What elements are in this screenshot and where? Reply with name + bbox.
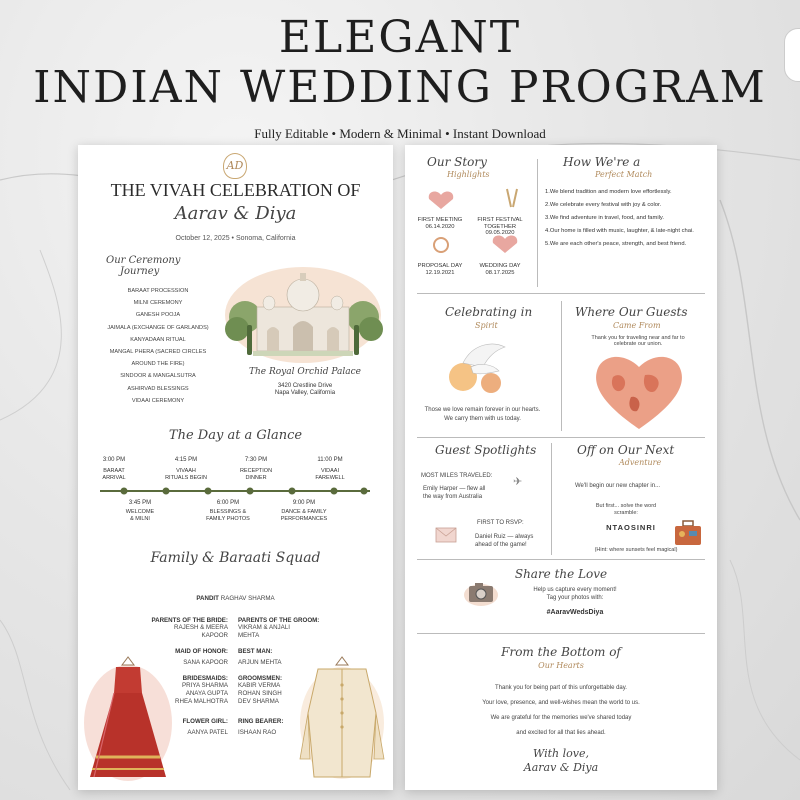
corner-badge [784, 28, 800, 82]
signoff-line-2: Aarav & Diya [523, 761, 599, 774]
monogram: AD [223, 153, 247, 179]
timeline-event-label-2: FAREWELL [315, 475, 345, 481]
ceremony-heading-line-1: Our Ceremony [106, 255, 181, 266]
story-item-title: FIRST MEETING [417, 217, 463, 223]
divider [417, 437, 705, 438]
pandit-name: RAGHAV SHARMA [220, 595, 275, 602]
story-item-date: 06.14.2020 [425, 223, 455, 230]
story-item-title: PROPOSAL DAY [417, 263, 463, 269]
bottom-heading: From the Bottom of [501, 645, 621, 659]
scramble-hint-line-2: scramble: [614, 509, 638, 516]
date-location: October 12, 2025 • Sonoma, California [175, 235, 296, 242]
spirit-text [405, 407, 560, 422]
adventure-text: We'll begin our new chapter in... [575, 483, 661, 489]
thank-you-line: Your love, presence, and well-wishes mean the world to us. [482, 700, 640, 706]
share-text [495, 586, 655, 602]
thank-you-line: We are grateful for the memories we've shared today [490, 715, 632, 721]
match-item: 4.Our home is filled with music, laughter, & late-night chai. [545, 228, 694, 234]
story-wedding-day [471, 263, 529, 276]
bride-parents-line-2: KAPOOR [201, 632, 228, 639]
flowergirl-name: AANYA PATEL [187, 729, 228, 736]
bestman-name: ARJUN MEHTA [238, 659, 282, 666]
divider [417, 633, 705, 634]
rsvp-text-line-2: ahead of the game! [475, 542, 527, 548]
guests-subheading: Came From [613, 321, 661, 330]
spirit-heading: Celebrating in [445, 305, 533, 319]
groomsman-name: DEV SHARMA [238, 698, 279, 705]
adventure-subheading: Adventure [619, 458, 662, 467]
bridesmaid-name: ANAYA GUPTA [185, 690, 228, 697]
timeline-event-label-2: PERFORMANCES [280, 516, 328, 522]
guests-text [563, 335, 713, 347]
maid-label: MAID OF HONOR: [175, 648, 228, 655]
share-text-line-2: Tag your photos with: [546, 595, 604, 601]
timeline-event-label-2: FAMILY PHOTOS [206, 516, 250, 522]
story-item-title: WEDDING DAY [479, 263, 521, 269]
celebration-title: THE VIVAH CELEBRATION OF [110, 180, 361, 200]
miles-text-line-1: Emily Harper — flew all [423, 486, 486, 492]
story-item-date: 08.17.2025 [485, 269, 515, 276]
timeline-event-label: RECEPTION [239, 468, 273, 474]
thank-you-line: and excited for all that lies ahead. [516, 730, 606, 736]
groom-parents-line-1: VIKRAM & ANJALI [238, 624, 290, 631]
ceremony-item: GANESH POOJA [135, 312, 181, 319]
bridesmaid-name: RHEA MALHOTRA [175, 698, 228, 705]
ringbearer-label: RING BEARER: [238, 718, 284, 725]
timeline-event-time: 6:00 PM [216, 500, 240, 506]
divider [417, 559, 705, 560]
venue-address-line-1: 3420 Crestline Drive [277, 383, 333, 389]
envelope-icon [435, 527, 457, 543]
ceremony-item: ASHIRVAD BLESSINGS [127, 385, 189, 392]
spirit-text-line-2: We carry them with us today. [444, 416, 521, 422]
lehenga-illustration [82, 653, 174, 783]
suitcase-icon [673, 519, 703, 547]
timeline-event-label-2: DINNER [245, 475, 267, 481]
story-subheading: Highlights [447, 170, 490, 179]
groom-parents-line-2: MEHTA [238, 632, 260, 639]
ceremony-item: VIDAAI CEREMONY [131, 397, 185, 404]
program-left-panel [78, 145, 393, 790]
bestman-label: BEST MAN: [238, 648, 273, 655]
match-item: 2.We celebrate every festival with joy & color. [545, 202, 662, 208]
timeline-event-label: DANCE & FAMILY [281, 509, 327, 515]
couple-names: Aarav & Diya [174, 203, 297, 224]
groom-parents-label: PARENTS OF THE GROOM: [238, 617, 320, 624]
thank-you-text [405, 685, 717, 736]
venue-address-line-2: Napa Valley, California [274, 390, 336, 396]
divider [561, 301, 562, 431]
pandit-label: PANDIT [196, 595, 219, 602]
main-title-line-1: ELEGANT [278, 12, 522, 63]
guests-text-line-2: celebrate our union. [613, 341, 663, 347]
ceremony-heading [106, 255, 180, 277]
miles-label: MOST MILES TRAVELED: [421, 473, 493, 479]
bridesmaid-name: PRIYA SHARMA [182, 682, 228, 689]
ceremony-item: MILNI CEREMONY [133, 300, 183, 307]
timeline-event-label-2: RITUALS BEGIN [165, 475, 207, 481]
venue-address [230, 383, 380, 397]
ceremony-item: BARAAT PROCESSION [127, 288, 189, 294]
match-item: 5.We are each other's peace, strength, and best friend. [545, 241, 687, 247]
rsvp-text-line-1: Daniel Ruiz — always [475, 534, 534, 540]
match-item: 1.We blend tradition and modern love effortlessly. [545, 189, 672, 195]
maid-name: SANA KAPOOR [183, 659, 228, 666]
heart-map-illustration [591, 351, 687, 433]
story-first-festival [471, 217, 529, 237]
timeline-event-time: 3:45 PM [128, 500, 152, 506]
match-heading: How We're a [563, 155, 641, 169]
story-heading: Our Story [427, 155, 487, 169]
timeline-event-time: 9:00 PM [292, 500, 316, 506]
story-first-meeting [411, 217, 469, 230]
story-proposal [411, 263, 469, 276]
ceremony-item: KANYADAAN RITUAL [130, 336, 186, 343]
timeline-event-label: WELCOME [125, 509, 155, 515]
timeline-event-label: BARAAT [103, 468, 125, 474]
scramble-hint [571, 503, 681, 516]
timeline-event-time: 4:15 PM [174, 457, 198, 463]
palace-illustration [223, 255, 383, 365]
main-title-line-2: INDIAN WEDDING PROGRAM [33, 62, 767, 113]
match-item: 3.We find adventure in travel, food, and family. [545, 215, 665, 221]
match-list [545, 189, 710, 254]
miles-text-line-2: the way from Australia [423, 494, 483, 500]
guests-text-line-1: Thank you for traveling near and far to [591, 335, 685, 341]
rsvp-label: FIRST TO RSVP: [477, 520, 524, 526]
timeline-event-label-2: & MILNI [130, 516, 150, 522]
scramble-hint-line-1: But first... solve the word [595, 503, 657, 509]
pandit-line [78, 595, 393, 603]
story-item-date: 12.19.2021 [425, 269, 455, 276]
bottom-subheading: Our Hearts [538, 661, 584, 670]
share-text-line-1: Help us capture every moment! [533, 587, 617, 593]
ceremony-list [98, 285, 218, 407]
features-subtitle: Fully Editable • Modern & Minimal • Instant Download [254, 126, 546, 141]
dove-illustration [443, 333, 513, 399]
flowergirl-label: FLOWER GIRL: [182, 718, 228, 725]
program-right-panel [405, 145, 717, 790]
spirit-subheading: Spirit [475, 321, 498, 330]
day-at-a-glance-heading: The Day at a Glance [168, 428, 303, 443]
ceremony-item: AROUND THE FIRE) [131, 361, 185, 368]
timeline-event-label: BLESSINGS & [209, 509, 247, 515]
rsvp-text [475, 533, 533, 549]
spirit-text-line-1: Those we love remain forever in our hearts. [424, 407, 541, 413]
timeline-event-time: 7:30 PM [244, 457, 268, 463]
ceremony-item: JAIMALA (EXCHANGE OF GARLANDS) [107, 324, 209, 331]
timeline-event-time: 11:00 PM [317, 457, 343, 463]
guests-heading: Where Our Guests [575, 305, 688, 319]
ceremony-item: MANGAL PHERA (SACRED CIRCLES [109, 349, 207, 356]
story-item-date: 09.05.2020 [485, 230, 515, 236]
share-heading: Share the Love [514, 567, 608, 581]
timeline-event-label: VIVAAH [176, 468, 196, 474]
timeline-event-label-2: ARRIVAL [102, 475, 126, 481]
bridesmaids-label: BRIDESMAIDS: [182, 675, 228, 682]
ceremony-heading-line-2: Journey [120, 266, 160, 277]
airplane-icon: ✈ [513, 476, 523, 488]
match-subheading: Perfect Match [595, 170, 653, 179]
venue-name: The Royal Orchid Palace [248, 367, 362, 377]
divider [417, 293, 705, 294]
adventure-heading: Off on Our Next [577, 443, 675, 457]
ceremony-item: SINDOOR & MANGALSUTRA [120, 373, 196, 380]
bride-parents-label: PARENTS OF THE BRIDE: [151, 617, 228, 624]
sherwani-illustration [296, 655, 388, 783]
timeline-event-time: 3:00 PM [102, 457, 126, 463]
camera-icon [463, 577, 499, 607]
ringbearer-name: ISHAAN RAO [238, 729, 277, 736]
timeline-event-label: VIDAAI [320, 468, 340, 474]
divider [551, 443, 552, 555]
scramble-footer: (Hint: where sunsets feel magical) [594, 547, 678, 553]
divider [537, 159, 538, 287]
groomsman-name: ROHAN SINGH [238, 690, 282, 697]
thank-you-line: Thank you for being part of this unforgettable day. [495, 685, 627, 691]
miles-text [423, 485, 485, 501]
groomsmen-label: GROOMSMEN: [238, 675, 282, 682]
hashtag: #AaravWedsDiya [546, 609, 604, 616]
story-item-title: FIRST FESTIVAL [477, 217, 523, 223]
story-item-title-2: TOGETHER [483, 223, 517, 230]
scramble-word: NTAOSINRI [606, 523, 656, 532]
family-heading: Family & Baraati Squad [150, 550, 321, 566]
spotlight-heading: Guest Spotlights [435, 443, 537, 457]
groomsman-name: KABIR VERMA [238, 682, 281, 689]
signoff-line-1: With love, [533, 747, 589, 760]
timeline-line [98, 485, 373, 497]
bride-parents-line-1: RAJESH & MEERA [174, 624, 228, 631]
